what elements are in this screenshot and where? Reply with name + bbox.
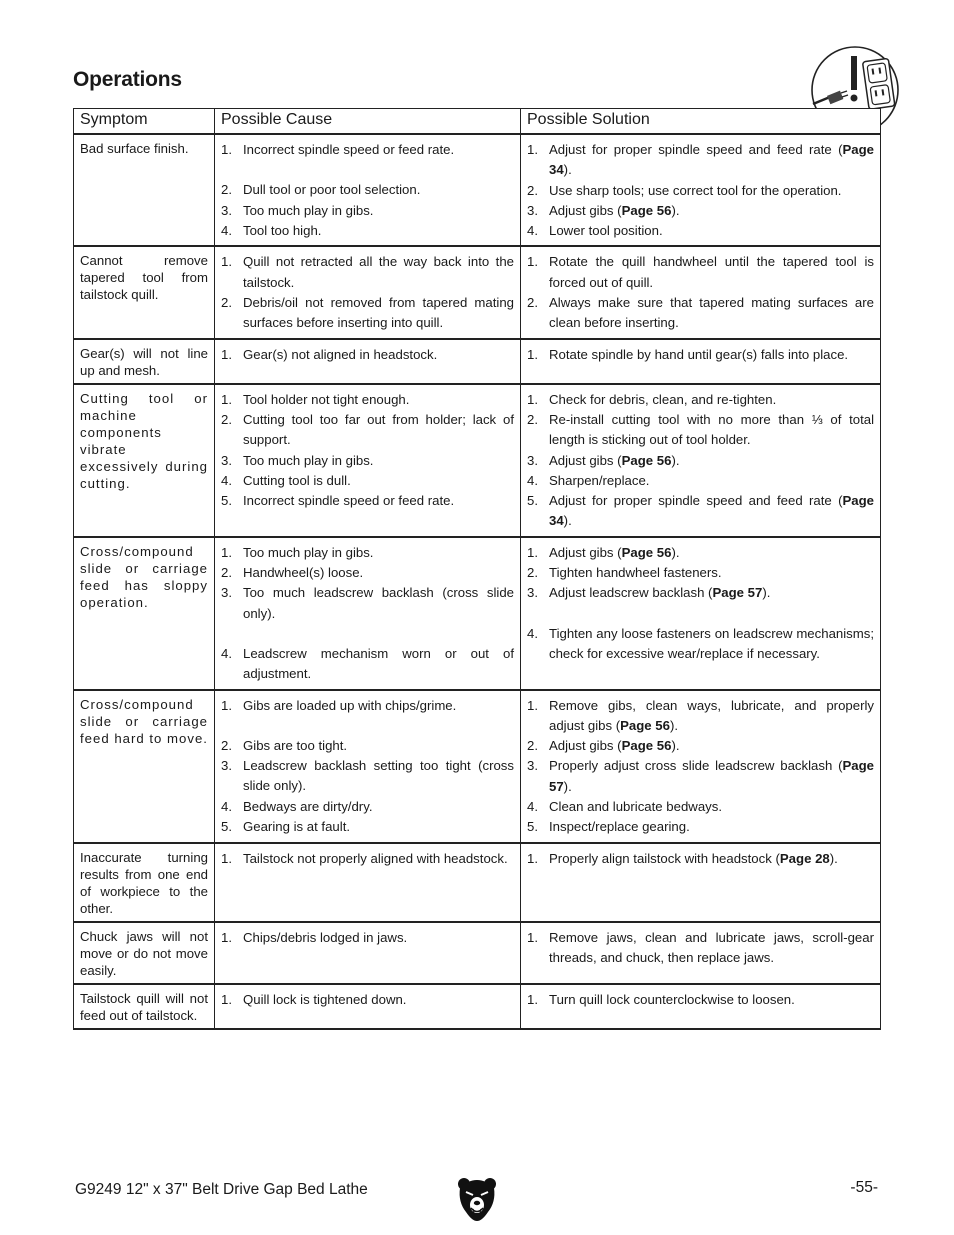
solution-text: Adjust leadscrew backlash (Page 57). (549, 585, 771, 601)
page-number: -55- (850, 1179, 878, 1196)
solution-item (527, 140, 874, 181)
cause-item (221, 797, 514, 817)
solution-list (527, 252, 874, 333)
item-number: 3. (527, 758, 538, 774)
solution-cell (521, 384, 881, 537)
solution-text: Adjust for proper spindle speed and feed rate (Page 34). (549, 142, 874, 178)
page-reference: Page 34 (549, 493, 874, 529)
item-number: 2. (221, 411, 232, 427)
item-number: 1. (221, 929, 232, 945)
item-number: 2. (221, 295, 232, 311)
item-number: 1. (527, 254, 538, 270)
solution-text: Properly align tailstock with headstock (Page 28). (549, 850, 838, 866)
solution-item (527, 221, 874, 241)
solution-list (527, 140, 874, 241)
item-number: 2. (527, 565, 538, 581)
item-number: 1. (527, 850, 538, 866)
symptom-cell: Cannot remove tapered tool from tailstock quill. (74, 246, 215, 338)
solution-cell (521, 984, 881, 1029)
solution-cell (521, 134, 881, 246)
solution-text: Inspect/replace gearing. (549, 819, 690, 835)
cause-text: Chips/debris lodged in jaws. (243, 929, 408, 945)
item-number: 4. (221, 798, 232, 814)
cause-list (221, 928, 514, 948)
solution-list (527, 696, 874, 838)
item-number: 1. (527, 991, 538, 1007)
solution-item (527, 543, 874, 563)
cause-item (221, 451, 514, 471)
cause-item (221, 756, 514, 797)
cause-text: Gibs are too tight. (243, 737, 348, 753)
solution-list (527, 990, 874, 1010)
solution-item (527, 201, 874, 221)
page-reference: Page 56 (620, 717, 670, 733)
item-number: 2. (221, 182, 232, 198)
item-number: 3. (221, 585, 232, 601)
cause-text: Quill lock is tightened down. (243, 991, 407, 1007)
solution-text: Adjust for proper spindle speed and feed rate (Page 34). (549, 493, 874, 529)
page-reference: Page 28 (779, 850, 830, 866)
solution-item (527, 410, 874, 451)
table-row (74, 537, 881, 690)
cause-text: Bedways are dirty/dry. (243, 798, 373, 814)
table-row (74, 922, 881, 984)
solution-text: Adjust gibs (Page 56). (549, 202, 680, 218)
item-number: 3. (221, 452, 232, 468)
cause-list (221, 140, 514, 241)
item-number: 1. (221, 544, 232, 560)
page-title: Operations (73, 68, 182, 91)
table-row (74, 246, 881, 338)
cause-text: Gearing is at fault. (243, 819, 351, 835)
solution-text: Adjust gibs (Page 56). (549, 738, 680, 754)
cause-item (221, 180, 514, 200)
cause-item (221, 696, 514, 716)
cause-item (221, 644, 514, 685)
header-symptom: Symptom (74, 109, 215, 135)
item-number: 1. (527, 544, 538, 560)
solution-item (527, 390, 874, 410)
solution-cell (521, 339, 881, 384)
solution-text: Adjust gibs (Page 56). (549, 544, 680, 560)
cause-item (221, 491, 514, 511)
solution-item (527, 491, 874, 532)
footer-model-title: G9249 12" x 37" Belt Drive Gap Bed Lathe (75, 1181, 368, 1198)
solution-item (527, 293, 874, 334)
cause-item (221, 849, 514, 869)
item-number: 4. (221, 645, 232, 661)
item-number: 1. (221, 254, 232, 270)
item-number: 2. (221, 565, 232, 581)
item-number: 2. (527, 738, 538, 754)
cause-cell (215, 843, 521, 922)
item-number: 1. (527, 697, 538, 713)
solution-text: Tighten handwheel fasteners. (549, 565, 722, 581)
item-number: 4. (527, 223, 538, 239)
solution-text: Remove jaws, clean and lubricate jaws, scroll-gear threads, and chuck, then replace jaws. (549, 929, 874, 965)
solution-item (527, 849, 874, 869)
item-number: 4. (221, 222, 232, 238)
item-number: 2. (527, 182, 538, 198)
cause-text: Gibs are loaded up with chips/grime. (243, 697, 457, 713)
item-number: 4. (221, 472, 232, 488)
solution-item (527, 817, 874, 837)
solution-item (527, 563, 874, 583)
item-number: 4. (527, 472, 538, 488)
item-number: 2. (221, 737, 232, 753)
item-number: 4. (527, 625, 538, 641)
cause-cell (215, 690, 521, 843)
item-number: 3. (527, 202, 538, 218)
grizzly-bear-logo-icon (456, 1176, 498, 1222)
cause-text: Quill not retracted all the way back into the tailstock. (243, 254, 514, 290)
solution-cell (521, 246, 881, 338)
cause-text: Cutting tool is dull. (243, 472, 351, 488)
cause-item (221, 390, 514, 410)
solution-text: Tighten any loose fasteners on leadscrew mechanisms; check for excessive wear/replace if necessary. (549, 625, 874, 661)
item-number: 1. (527, 391, 538, 407)
cause-item (221, 293, 514, 334)
table-row (74, 384, 881, 537)
solution-item (527, 797, 874, 817)
cause-item (221, 201, 514, 221)
page-reference: Page 56 (621, 738, 672, 754)
solution-list (527, 345, 874, 365)
solution-cell (521, 690, 881, 843)
cause-cell (215, 984, 521, 1029)
solution-item (527, 624, 874, 665)
solution-cell (521, 843, 881, 922)
cause-list (221, 849, 514, 869)
cause-text: Too much play in gibs. (243, 544, 374, 560)
cause-item (221, 736, 514, 756)
cause-cell (215, 134, 521, 246)
cause-list (221, 252, 514, 333)
item-number: 1. (221, 850, 232, 866)
cause-cell (215, 537, 521, 690)
item-number: 3. (221, 202, 232, 218)
solution-text: Turn quill lock counterclockwise to loosen. (549, 991, 795, 1007)
cause-text: Too much leadscrew backlash (cross slide only). (243, 585, 514, 621)
cause-list (221, 696, 514, 838)
symptom-cell: Gear(s) will not line up and mesh. (74, 339, 215, 384)
header-possible-solution: Possible Solution (521, 109, 881, 135)
solution-item (527, 928, 874, 969)
cause-text: Incorrect spindle speed or feed rate. (243, 142, 455, 157)
symptom-cell: Cutting tool or machine components vibrate excessively during cutting. (74, 384, 215, 537)
table-header-row (74, 109, 881, 135)
page-reference: Page 57 (549, 758, 874, 794)
solution-item (527, 252, 874, 293)
solution-text: Rotate the quill handwheel until the tapered tool is forced out of quill. (549, 254, 874, 290)
symptom-cell: Chuck jaws will not move or do not move easily. (74, 922, 215, 984)
solution-list (527, 928, 874, 969)
solution-item (527, 451, 874, 471)
item-number: 1. (221, 391, 232, 407)
cause-list (221, 345, 514, 365)
solution-text: Check for debris, clean, and re-tighten. (549, 391, 777, 407)
solution-text: Use sharp tools; use correct tool for the operation. (549, 182, 842, 198)
item-number: 1. (221, 991, 232, 1007)
page-reference: Page 34 (549, 142, 874, 178)
item-number: 3. (527, 585, 538, 601)
cause-item (221, 345, 514, 365)
solution-item (527, 583, 874, 603)
cause-text: Tailstock not properly aligned with headstock. (243, 850, 508, 866)
cause-item (221, 990, 514, 1010)
item-number: 4. (527, 799, 538, 815)
cause-text: Debris/oil not removed from tapered mating surfaces before inserting into quill. (243, 295, 514, 331)
table-body (74, 134, 881, 1029)
solution-text: Adjust gibs (Page 56). (549, 452, 680, 468)
table-row (74, 843, 881, 922)
solution-item (527, 736, 874, 756)
header-possible-cause: Possible Cause (215, 109, 521, 135)
cause-text: Leadscrew mechanism worn or out of adjustment. (243, 645, 514, 682)
cause-item (221, 928, 514, 948)
solution-text: Sharpen/replace. (549, 472, 650, 488)
troubleshooting-table (73, 108, 881, 1030)
item-number: 2. (527, 411, 538, 427)
cause-item (221, 817, 514, 837)
solution-cell (521, 537, 881, 690)
symptom-cell: Tailstock quill will not feed out of tailstock. (74, 984, 215, 1029)
cause-item (221, 583, 514, 624)
cause-item (221, 471, 514, 491)
cause-text: Incorrect spindle speed or feed rate. (243, 493, 455, 509)
cause-list (221, 543, 514, 685)
solution-item (527, 181, 874, 201)
solution-text: Properly adjust cross slide leadscrew backlash (Page 57). (549, 758, 874, 794)
cause-cell (215, 384, 521, 537)
solution-text: Lower tool position. (549, 223, 663, 239)
cause-cell (215, 339, 521, 384)
item-number: 1. (527, 929, 538, 945)
item-number: 5. (527, 819, 538, 835)
item-number: 1. (221, 697, 232, 713)
solution-text: Rotate spindle by hand until gear(s) falls into place. (549, 346, 849, 362)
table-row (74, 134, 881, 246)
table-row (74, 984, 881, 1029)
cause-item (221, 252, 514, 293)
cause-text: Too much play in gibs. (243, 452, 374, 468)
solution-list (527, 390, 874, 532)
cause-item (221, 140, 514, 160)
solution-list (527, 543, 874, 664)
cause-text: Tool too high. (243, 222, 322, 238)
solution-item (527, 696, 874, 737)
solution-item (527, 990, 874, 1010)
page-reference: Page 56 (621, 544, 672, 560)
symptom-cell: Bad surface finish. (74, 134, 215, 246)
item-number: 5. (527, 493, 538, 509)
solution-text: Always make sure that tapered mating surfaces are clean before inserting. (549, 295, 874, 331)
cause-cell (215, 922, 521, 984)
item-number: 2. (527, 295, 538, 311)
item-number: 3. (221, 758, 232, 774)
symptom-cell: Inaccurate turning results from one end of workpiece to the other. (74, 843, 215, 922)
solution-cell (521, 922, 881, 984)
item-number: 1. (527, 346, 538, 362)
table-row (74, 690, 881, 843)
solution-list (527, 849, 874, 869)
solution-text: Clean and lubricate bedways. (549, 799, 723, 815)
cause-text: Handwheel(s) loose. (243, 565, 364, 581)
symptom-cell: Cross/compound slide or carriage feed hard to move. (74, 690, 215, 843)
cause-list (221, 990, 514, 1010)
solution-item (527, 471, 874, 491)
item-number: 3. (527, 452, 538, 468)
item-number: 1. (527, 142, 538, 157)
cause-text: Tool holder not tight enough. (243, 391, 410, 407)
cause-item (221, 563, 514, 583)
item-number: 1. (221, 142, 232, 157)
cause-text: Gear(s) not aligned in headstock. (243, 346, 438, 362)
cause-text: Too much play in gibs. (243, 202, 374, 218)
solution-text: Remove gibs, clean ways, lubricate, and properly adjust gibs (Page 56). (549, 697, 874, 733)
solution-text: Re-install cutting tool with no more than ⅓ of total length is sticking out of tool holder. (549, 411, 874, 448)
cause-cell (215, 246, 521, 338)
solution-item (527, 756, 874, 797)
cause-list (221, 390, 514, 512)
cause-text: Cutting tool too far out from holder; lack of support. (243, 411, 514, 448)
item-number: 1. (221, 346, 232, 362)
symptom-cell: Cross/compound slide or carriage feed has sloppy operation. (74, 537, 215, 690)
page-reference: Page 56 (621, 452, 672, 468)
cause-text: Leadscrew backlash setting too tight (cross slide only). (243, 758, 514, 794)
item-number: 5. (221, 819, 232, 835)
cause-item (221, 543, 514, 563)
page-reference: Page 56 (621, 202, 672, 218)
page-reference: Page 57 (712, 585, 763, 601)
table-row (74, 339, 881, 384)
item-number: 5. (221, 493, 232, 509)
cause-item (221, 410, 514, 451)
cause-item (221, 221, 514, 241)
solution-item (527, 345, 874, 365)
cause-text: Dull tool or poor tool selection. (243, 182, 421, 198)
